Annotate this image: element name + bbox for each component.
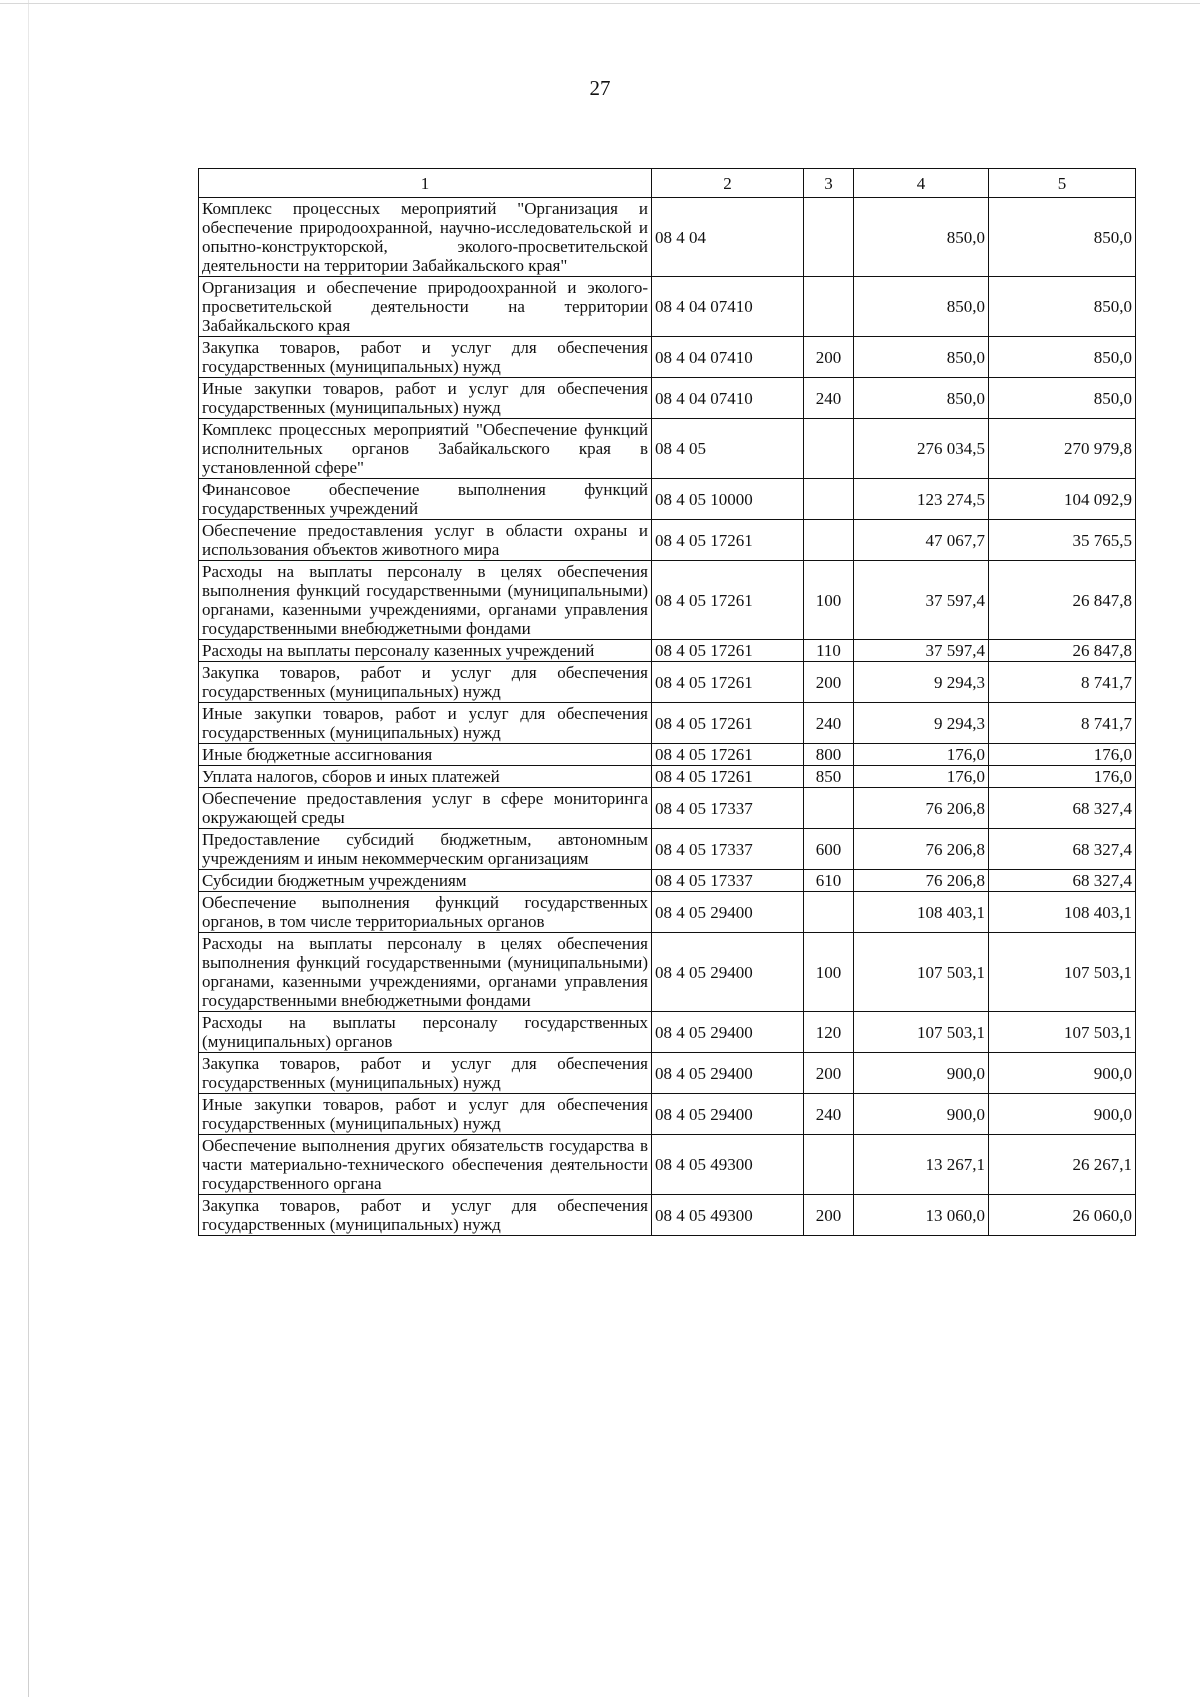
expense-name-cell: Расходы на выплаты персоналу казенных учреждений <box>199 640 652 662</box>
expense-name-cell: Организация и обеспечение природоохранной и эколого-просветительской деятельности на территории Забайкальского края <box>199 277 652 337</box>
amount-col4-cell: 123 274,5 <box>854 479 989 520</box>
expense-kind-cell: 120 <box>804 1012 854 1053</box>
table-row <box>199 277 1136 337</box>
table-row <box>199 1135 1136 1195</box>
expense-name-cell: Обеспечение выполнения функций государственных органов, в том числе территориальных органов <box>199 892 652 933</box>
expense-name-cell: Расходы на выплаты персоналу в целях обеспечения выполнения функций государственными (муниципальными) органами, казенными учреждениями, органами управления государственными внебюджетными фондами <box>199 561 652 640</box>
amount-col4-cell: 37 597,4 <box>854 561 989 640</box>
amount-col4-cell: 13 060,0 <box>854 1195 989 1236</box>
budget-code-cell: 08 4 05 17261 <box>652 520 804 561</box>
amount-col4-cell: 13 267,1 <box>854 1135 989 1195</box>
amount-col5-cell: 26 267,1 <box>989 1135 1136 1195</box>
expense-kind-cell <box>804 277 854 337</box>
expense-name-cell: Иные бюджетные ассигнования <box>199 744 652 766</box>
amount-col5-cell: 850,0 <box>989 378 1136 419</box>
table-row <box>199 640 1136 662</box>
table-row <box>199 892 1136 933</box>
expense-name-cell: Закупка товаров, работ и услуг для обеспечения государственных (муниципальных) нужд <box>199 337 652 378</box>
amount-col4-cell: 76 206,8 <box>854 870 989 892</box>
expense-kind-cell <box>804 198 854 277</box>
budget-code-cell: 08 4 05 29400 <box>652 933 804 1012</box>
amount-col4-cell: 9 294,3 <box>854 703 989 744</box>
expense-kind-cell <box>804 788 854 829</box>
amount-col4-cell: 108 403,1 <box>854 892 989 933</box>
table-row <box>199 198 1136 277</box>
amount-col5-cell: 850,0 <box>989 198 1136 277</box>
amount-col5-cell: 900,0 <box>989 1053 1136 1094</box>
amount-col4-cell: 900,0 <box>854 1053 989 1094</box>
amount-col5-cell: 900,0 <box>989 1094 1136 1135</box>
budget-code-cell: 08 4 05 17261 <box>652 640 804 662</box>
budget-code-cell: 08 4 05 17261 <box>652 703 804 744</box>
amount-col5-cell: 270 979,8 <box>989 419 1136 479</box>
expense-kind-cell: 610 <box>804 870 854 892</box>
amount-col5-cell: 68 327,4 <box>989 829 1136 870</box>
expense-kind-cell: 110 <box>804 640 854 662</box>
table-row <box>199 744 1136 766</box>
expense-name-cell: Расходы на выплаты персоналу в целях обеспечения выполнения функций государственными (муниципальными) органами, казенными учреждениями, органами управления государственными внебюджетными фондами <box>199 933 652 1012</box>
expense-name-cell: Закупка товаров, работ и услуг для обеспечения государственных (муниципальных) нужд <box>199 1195 652 1236</box>
amount-col4-cell: 276 034,5 <box>854 419 989 479</box>
amount-col5-cell: 850,0 <box>989 277 1136 337</box>
table-row <box>199 703 1136 744</box>
amount-col5-cell: 176,0 <box>989 766 1136 788</box>
budget-code-cell: 08 4 04 07410 <box>652 337 804 378</box>
amount-col4-cell: 9 294,3 <box>854 662 989 703</box>
expense-name-cell: Комплекс процессных мероприятий "Организация и обеспечение природоохранной, научно-исследовательской и опытно-конструкторской, эколого-просветительской деятельности на территории Забайкальского края" <box>199 198 652 277</box>
amount-col5-cell: 104 092,9 <box>989 479 1136 520</box>
budget-code-cell: 08 4 05 29400 <box>652 1053 804 1094</box>
amount-col4-cell: 850,0 <box>854 337 989 378</box>
expense-kind-cell: 800 <box>804 744 854 766</box>
expense-kind-cell <box>804 419 854 479</box>
budget-code-cell: 08 4 05 <box>652 419 804 479</box>
amount-col4-cell: 107 503,1 <box>854 933 989 1012</box>
expense-name-cell: Обеспечение выполнения других обязательств государства в части материально-технического обеспечения деятельности государственного органа <box>199 1135 652 1195</box>
budget-code-cell: 08 4 04 07410 <box>652 277 804 337</box>
expense-kind-cell <box>804 520 854 561</box>
budget-code-cell: 08 4 05 29400 <box>652 1012 804 1053</box>
header-cell: 2 <box>652 169 804 198</box>
header-cell: 5 <box>989 169 1136 198</box>
table-row <box>199 766 1136 788</box>
amount-col5-cell: 176,0 <box>989 744 1136 766</box>
budget-code-cell: 08 4 05 29400 <box>652 1094 804 1135</box>
budget-code-cell: 08 4 05 49300 <box>652 1195 804 1236</box>
budget-code-cell: 08 4 05 17337 <box>652 829 804 870</box>
table-row <box>199 933 1136 1012</box>
budget-code-cell: 08 4 05 29400 <box>652 892 804 933</box>
amount-col5-cell: 108 403,1 <box>989 892 1136 933</box>
amount-col5-cell: 850,0 <box>989 337 1136 378</box>
table-row <box>199 520 1136 561</box>
amount-col4-cell: 850,0 <box>854 378 989 419</box>
expense-name-cell: Иные закупки товаров, работ и услуг для обеспечения государственных (муниципальных) нужд <box>199 378 652 419</box>
table-row <box>199 1094 1136 1135</box>
amount-col4-cell: 176,0 <box>854 766 989 788</box>
expense-kind-cell <box>804 892 854 933</box>
header-cell: 4 <box>854 169 989 198</box>
expense-kind-cell: 850 <box>804 766 854 788</box>
amount-col5-cell: 68 327,4 <box>989 870 1136 892</box>
scan-edge-top <box>0 3 1200 4</box>
expense-kind-cell: 200 <box>804 1053 854 1094</box>
table-row <box>199 1053 1136 1094</box>
expense-name-cell: Уплата налогов, сборов и иных платежей <box>199 766 652 788</box>
amount-col4-cell: 176,0 <box>854 744 989 766</box>
budget-code-cell: 08 4 04 07410 <box>652 378 804 419</box>
amount-col5-cell: 26 847,8 <box>989 640 1136 662</box>
amount-col5-cell: 68 327,4 <box>989 788 1136 829</box>
expense-kind-cell: 200 <box>804 337 854 378</box>
amount-col5-cell: 35 765,5 <box>989 520 1136 561</box>
expense-kind-cell: 240 <box>804 703 854 744</box>
budget-code-cell: 08 4 05 17261 <box>652 561 804 640</box>
header-cell: 1 <box>199 169 652 198</box>
amount-col4-cell: 76 206,8 <box>854 788 989 829</box>
expense-name-cell: Закупка товаров, работ и услуг для обеспечения государственных (муниципальных) нужд <box>199 662 652 703</box>
table-row <box>199 1195 1136 1236</box>
amount-col5-cell: 26 060,0 <box>989 1195 1136 1236</box>
amount-col4-cell: 76 206,8 <box>854 829 989 870</box>
page-number: 27 <box>589 76 611 100</box>
expense-name-cell: Иные закупки товаров, работ и услуг для обеспечения государственных (муниципальных) нужд <box>199 703 652 744</box>
budget-code-cell: 08 4 05 17337 <box>652 788 804 829</box>
expense-kind-cell: 100 <box>804 933 854 1012</box>
amount-col4-cell: 37 597,4 <box>854 640 989 662</box>
amount-col4-cell: 850,0 <box>854 277 989 337</box>
table-row <box>199 378 1136 419</box>
amount-col4-cell: 900,0 <box>854 1094 989 1135</box>
expense-kind-cell: 240 <box>804 1094 854 1135</box>
amount-col4-cell: 850,0 <box>854 198 989 277</box>
expense-name-cell: Обеспечение предоставления услуг в сфере мониторинга окружающей среды <box>199 788 652 829</box>
expense-kind-cell <box>804 479 854 520</box>
amount-col5-cell: 8 741,7 <box>989 662 1136 703</box>
table-row <box>199 479 1136 520</box>
expense-name-cell: Предоставление субсидий бюджетным, автономным учреждениям и иным некоммерческим организациям <box>199 829 652 870</box>
table-row <box>199 419 1136 479</box>
table-row <box>199 870 1136 892</box>
expense-name-cell: Обеспечение предоставления услуг в области охраны и использования объектов животного мира <box>199 520 652 561</box>
budget-code-cell: 08 4 05 49300 <box>652 1135 804 1195</box>
table-row <box>199 561 1136 640</box>
budget-code-cell: 08 4 05 17261 <box>652 766 804 788</box>
expense-name-cell: Субсидии бюджетным учреждениям <box>199 870 652 892</box>
expense-name-cell: Расходы на выплаты персоналу государственных (муниципальных) органов <box>199 1012 652 1053</box>
table-row <box>199 788 1136 829</box>
budget-code-cell: 08 4 05 17261 <box>652 662 804 703</box>
table-row <box>199 662 1136 703</box>
expense-kind-cell: 100 <box>804 561 854 640</box>
budget-code-cell: 08 4 05 17261 <box>652 744 804 766</box>
expense-name-cell: Закупка товаров, работ и услуг для обеспечения государственных (муниципальных) нужд <box>199 1053 652 1094</box>
expense-kind-cell: 200 <box>804 1195 854 1236</box>
amount-col4-cell: 47 067,7 <box>854 520 989 561</box>
budget-code-cell: 08 4 05 17337 <box>652 870 804 892</box>
table-row <box>199 337 1136 378</box>
table-row <box>199 829 1136 870</box>
table-header-row <box>199 169 1136 198</box>
amount-col5-cell: 107 503,1 <box>989 1012 1136 1053</box>
expense-kind-cell: 240 <box>804 378 854 419</box>
table-row <box>199 1012 1136 1053</box>
expense-name-cell: Финансовое обеспечение выполнения функций государственных учреждений <box>199 479 652 520</box>
expense-name-cell: Иные закупки товаров, работ и услуг для обеспечения государственных (муниципальных) нужд <box>199 1094 652 1135</box>
budget-table <box>198 168 1136 1236</box>
expense-kind-cell: 600 <box>804 829 854 870</box>
amount-col4-cell: 107 503,1 <box>854 1012 989 1053</box>
budget-code-cell: 08 4 04 <box>652 198 804 277</box>
amount-col5-cell: 107 503,1 <box>989 933 1136 1012</box>
amount-col5-cell: 8 741,7 <box>989 703 1136 744</box>
scan-edge <box>28 0 29 1697</box>
amount-col5-cell: 26 847,8 <box>989 561 1136 640</box>
expense-kind-cell: 200 <box>804 662 854 703</box>
expense-name-cell: Комплекс процессных мероприятий "Обеспечение функций исполнительных органов Забайкальского края в установленной сфере" <box>199 419 652 479</box>
budget-code-cell: 08 4 05 10000 <box>652 479 804 520</box>
header-cell: 3 <box>804 169 854 198</box>
expense-kind-cell <box>804 1135 854 1195</box>
